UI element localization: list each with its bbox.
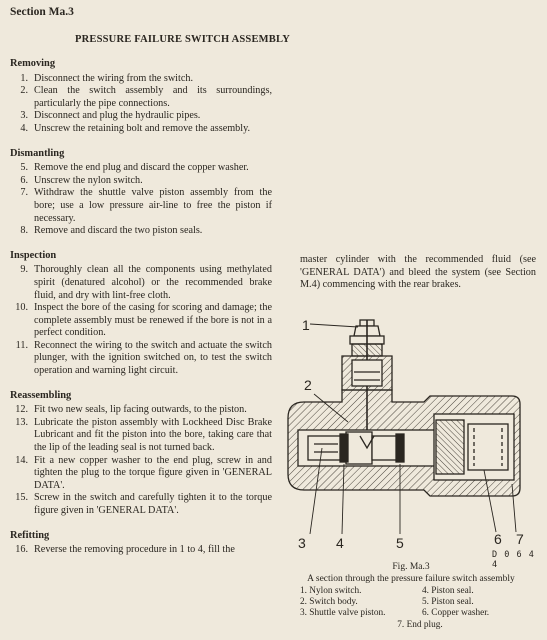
switch-section-diagram <box>284 310 540 562</box>
step-item <box>10 544 272 557</box>
legend-item: 5. Piston seal. <box>422 597 474 608</box>
section-reference: Section Ma.3 <box>10 6 74 18</box>
step-number: 1. <box>20 72 28 84</box>
refitting-heading: Refitting <box>10 529 50 541</box>
step-number: 13. <box>15 416 28 428</box>
step-text: Inspect the bore of the casing for scoring and damage; the complete assembly must be renewed if the bore is not in a perfect condition. <box>34 302 272 339</box>
step-number: 5. <box>20 162 28 174</box>
callout-1: 1 <box>302 317 310 333</box>
step-number: 8. <box>20 225 28 237</box>
step-text: Reverse the removing procedure in 1 to 4, fill the <box>34 544 235 556</box>
step-number: 2. <box>20 85 28 97</box>
switch-body <box>342 356 392 390</box>
legend-item: 3. Shuttle valve piston. <box>300 608 386 619</box>
step-text: Unscrew the retaining bolt and remove the assembly. <box>34 122 251 134</box>
step-item <box>10 123 272 136</box>
legend-row <box>300 586 540 597</box>
step-text: Remove and discard the two piston seals. <box>34 225 203 237</box>
shuttle-valve-piston <box>308 432 398 464</box>
step-item <box>10 264 272 302</box>
figure-description: A section through the pressure failure switch assembly <box>307 573 515 584</box>
step-text: Fit a new copper washer to the end plug, screw in and tighten the plug to the torque figure given in 'GENERAL DATA'. <box>34 454 272 491</box>
step-number: 14. <box>15 454 28 466</box>
step-text: Remove the end plug and discard the copper washer. <box>34 162 249 174</box>
step-number: 7. <box>20 187 28 199</box>
reassembling-heading: Reassembling <box>10 389 72 401</box>
step-number: 12. <box>15 404 28 416</box>
step-text: Disconnect and plug the hydraulic pipes. <box>34 110 201 122</box>
figure-legend <box>300 586 540 631</box>
piston-seal-right <box>396 434 404 462</box>
step-number: 10. <box>15 302 28 314</box>
legend-item: 1. Nylon switch. <box>300 586 362 596</box>
step-text: Disconnect the wiring from the switch. <box>34 72 194 84</box>
callout-7: 7 <box>516 531 524 547</box>
legend-item: 7. End plug. <box>397 619 443 630</box>
step-number: 3. <box>20 110 28 122</box>
step-number: 15. <box>15 492 28 504</box>
callout-2: 2 <box>304 377 312 393</box>
dismantling-heading: Dismantling <box>10 147 65 159</box>
continuation-paragraph: master cylinder with the recommended fluid (see 'GENERAL DATA') and bleed the system (see Section M.4) commencing with the rear brakes. <box>300 254 536 291</box>
dismantling-section <box>10 148 272 238</box>
removing-heading: Removing <box>10 58 56 69</box>
step-text: Thoroughly clean all the components using methylated spirit (denatured alcohol) or the recommended brake fluid, and dry with lint-free cloth. <box>34 264 272 301</box>
right-column <box>300 254 536 292</box>
legend-row <box>300 608 540 619</box>
step-item <box>10 302 272 340</box>
refitting-section <box>10 530 272 557</box>
inspection-heading: Inspection <box>10 249 57 261</box>
step-number: 9. <box>20 264 28 276</box>
figure-number: Fig. Ma.3 <box>392 562 430 572</box>
step-item <box>10 404 272 417</box>
callout-5: 5 <box>396 535 404 551</box>
step-item <box>10 73 272 86</box>
page-title: PRESSURE FAILURE SWITCH ASSEMBLY <box>75 34 291 45</box>
step-number: 16. <box>15 544 28 556</box>
callout-6: 6 <box>494 531 502 547</box>
step-item <box>10 340 272 378</box>
step-item <box>10 85 272 110</box>
callout-3: 3 <box>298 535 306 551</box>
figure-caption <box>286 562 536 585</box>
callout-4: 4 <box>336 535 344 551</box>
step-text: Reconnect the wiring to the switch and actuate the switch plunger, with the ignition switched on, to test the switch operation and warning light circuit. <box>34 339 272 377</box>
step-item <box>10 417 272 455</box>
step-item <box>10 110 272 123</box>
step-item <box>10 187 272 225</box>
legend-item: 2. Switch body. <box>300 597 358 608</box>
step-text: Withdraw the shuttle valve piston assembly from the bore; use a low pressure air-line to free the piston if necessary. <box>34 187 272 224</box>
left-column <box>10 58 272 569</box>
legend-row <box>300 597 540 608</box>
step-text: Screw in the switch and carefully tighten it to the torque figure given in 'GENERAL DATA'. <box>34 492 272 516</box>
step-number: 6. <box>20 174 28 186</box>
step-text: Unscrew the nylon switch. <box>34 174 143 186</box>
step-text: Lubricate the piston assembly with Lockheed Disc Brake Lubricant and fit the piston into the bore, taking care that the lip of the leading seal is not turned back. <box>34 416 272 454</box>
step-item <box>10 492 272 517</box>
step-number: 4. <box>20 122 28 134</box>
step-item <box>10 455 272 493</box>
legend-item: 4. Piston seal. <box>422 586 474 596</box>
piston-seal-left <box>340 434 348 462</box>
step-number: 11. <box>15 339 28 351</box>
removing-section <box>10 58 272 136</box>
inspection-section <box>10 250 272 378</box>
reassembling-section <box>10 390 272 518</box>
step-text: Clean the switch assembly and its surroundings, particularly the pipe connections. <box>34 85 272 109</box>
step-item <box>10 162 272 175</box>
step-item <box>10 175 272 188</box>
drawing-reference-code: D 0 6 4 4 <box>492 550 535 570</box>
legend-item: 6. Copper washer. <box>422 608 490 619</box>
step-item <box>10 225 272 238</box>
step-text: Fit two new seals, lip facing outwards, to the piston. <box>34 404 247 416</box>
